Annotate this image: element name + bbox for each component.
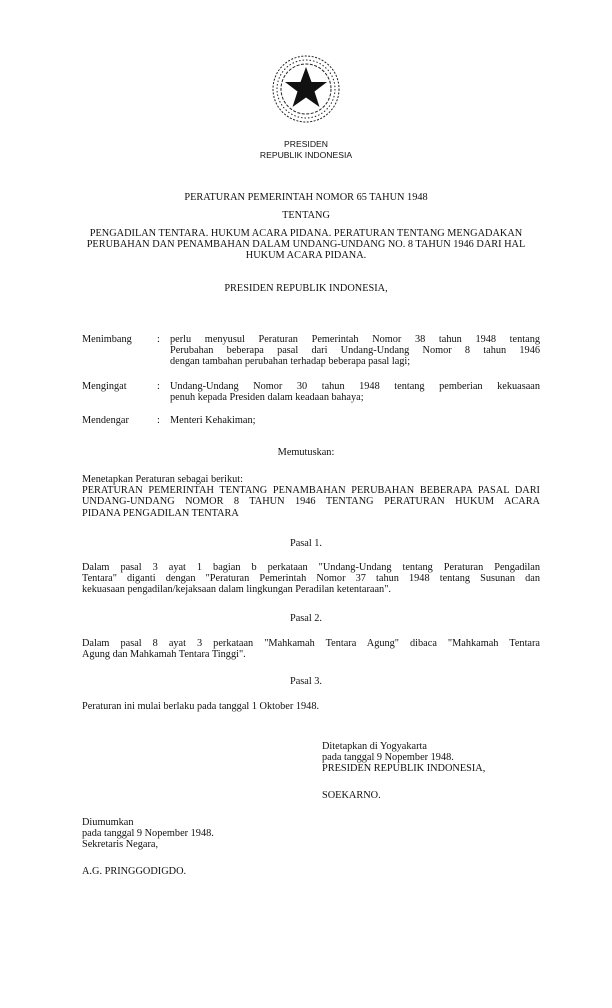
colon: : xyxy=(157,415,160,426)
article-line: Peraturan ini mulai berlaku pada tanggal 1 Oktober 1948. xyxy=(82,701,320,712)
article-line: Dalam pasal 3 ayat 1 bagian b perkataan "Undang-Undang tentang Peraturan Pengadilan xyxy=(82,562,540,573)
promulgation-line: Diumumkan xyxy=(82,817,134,828)
establish-line: PIDANA PENGADILAN TENTARA xyxy=(82,507,239,519)
promulgation-line: Sekretaris Negara, xyxy=(82,839,159,851)
article-3-body xyxy=(82,701,540,712)
consideration-label: Menimbang xyxy=(82,334,132,345)
establish-intro: Menetapkan Peraturan sebagai berikut: xyxy=(82,474,243,485)
president-heading: PRESIDEN REPUBLIK INDONESIA, xyxy=(224,283,388,294)
consideration-line: dengan tambahan perubahan terhadap beberapa pasal lagi; xyxy=(170,356,411,368)
article-line: Agung dan Mahkamah Tentara Tinggi". xyxy=(82,649,246,661)
establish-block xyxy=(82,474,540,519)
consideration-line: perlu menyusul Peraturan Pemerintah Nomor 38 tahun 1948 tentang xyxy=(170,334,540,345)
promulgation-line: pada tanggal 9 Nopember 1948. xyxy=(82,828,214,840)
consideration-line: Perubahan beberapa pasal dari Undang-Undang Nomor 8 tahun 1946 xyxy=(170,345,540,357)
colon: : xyxy=(157,381,160,392)
subject-line: PENGADILAN TENTARA. HUKUM ACARA PIDANA. PERATURAN TENTANG MENGADAKAN xyxy=(89,228,523,239)
decision-heading: Memutuskan: xyxy=(277,447,335,458)
colon: : xyxy=(157,334,160,345)
consideration-line: Undang-Undang Nomor 30 tahun 1948 tentang pemberian kekuasaan xyxy=(170,381,540,392)
signatory-name: SOEKARNO. xyxy=(322,789,381,801)
subject-line: HUKUM ACARA PIDANA. xyxy=(245,250,367,262)
article-line: Tentara" diganti dengan "Peraturan Pemerintah Nomor 37 tahun 1948 tentang Susunan dan xyxy=(82,573,540,585)
header-republic: REPUBLIK INDONESIA xyxy=(259,150,353,160)
signature-line: pada tanggal 9 Nopember 1948. xyxy=(322,752,454,764)
signature-line: PRESIDEN REPUBLIK INDONESIA, xyxy=(322,763,486,775)
establish-line: PERATURAN PEMERINTAH TENTANG PENAMBAHAN PERUBAHAN BEBERAPA PASAL DARI xyxy=(82,485,540,497)
article-line: kekuasaan pengadilan/kejaksaan dalam lingkungan Peradilan ketentaraan". xyxy=(82,584,391,596)
signature-block xyxy=(322,741,485,801)
subject-line: PERUBAHAN DAN PENAMBAHAN DALAM UNDANG-UNDANG NO. 8 TAHUN 1946 DARI HAL xyxy=(86,239,526,251)
establish-line: UNDANG-UNDANG NOMOR 8 TAHUN 1946 TENTANG PERATURAN HUKUM ACARA xyxy=(82,496,540,508)
signature-line: Ditetapkan di Yogyakarta xyxy=(322,741,427,752)
regulation-title: PERATURAN PEMERINTAH NOMOR 65 TAHUN 1948 xyxy=(184,192,428,203)
consideration-line: Menteri Kehakiman; xyxy=(170,415,256,426)
article-3-title: Pasal 3. xyxy=(289,676,323,687)
promulgation-block xyxy=(82,817,214,877)
article-line: Dalam pasal 8 ayat 3 perkataan "Mahkamah Tentara Agung" dibaca "Mahkamah Tentara xyxy=(82,638,540,649)
tentang-label: TENTANG xyxy=(282,210,330,221)
header-president: PRESIDEN xyxy=(284,139,328,149)
consideration-line: penuh kepada Presiden dalam keadaan bahaya; xyxy=(170,392,364,404)
article-1-body xyxy=(82,562,540,596)
presidential-emblem xyxy=(270,53,342,125)
consideration-label: Mendengar xyxy=(82,415,129,426)
secretary-name: A.G. PRINGGODIGDO. xyxy=(82,865,187,877)
article-2-body xyxy=(82,638,540,660)
article-1-title: Pasal 1. xyxy=(289,538,323,549)
regulation-subject xyxy=(70,228,542,262)
consideration-label: Mengingat xyxy=(82,381,127,392)
article-2-title: Pasal 2. xyxy=(289,613,323,624)
